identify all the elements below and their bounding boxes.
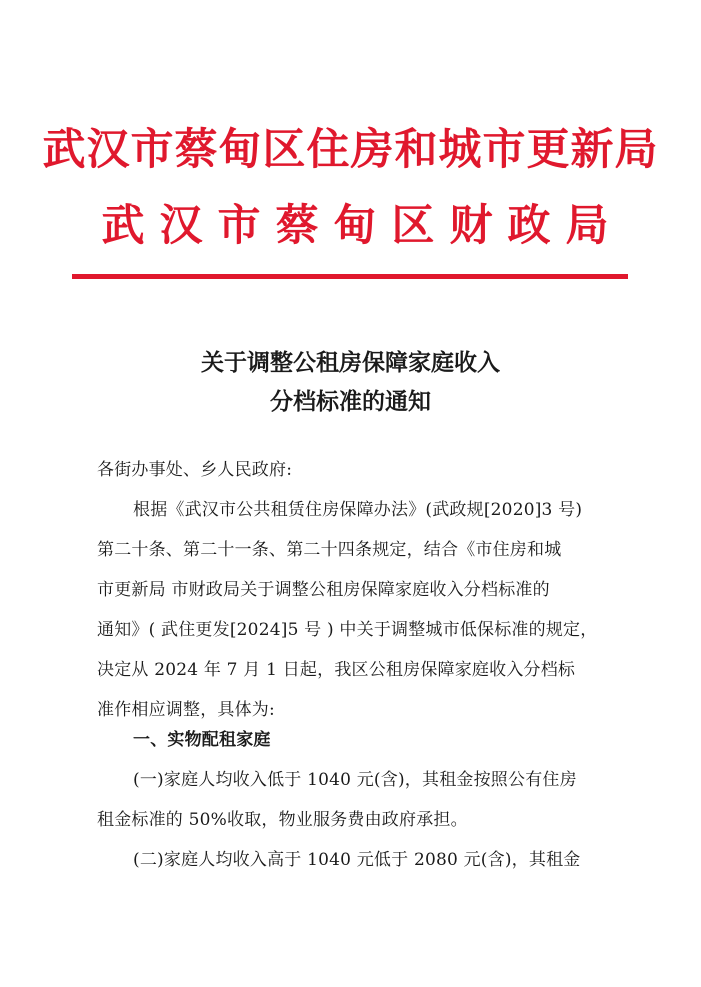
title-line-2: 分档标准的通知 — [270, 388, 431, 415]
paragraph-line: 准作相应调整，具体为: — [97, 700, 275, 720]
paragraph-line: 第二十条、第二十一条、第二十四条规定，结合《市住房和城 — [97, 540, 562, 560]
issuing-agency-housing: 武汉市蔡甸区住房和城市更新局 — [42, 125, 659, 175]
salutation: 各街办事处、乡人民政府: — [97, 460, 293, 480]
paragraph-line: 决定从 2024 年 7 月 1 日起，我区公租房保障家庭收入分档标 — [97, 660, 576, 680]
paragraph-line: 根据《武汉市公共租赁住房保障办法》(武政规[2020]3 号) — [133, 500, 583, 520]
section-heading: 一、实物配租家庭 — [133, 730, 271, 750]
issuing-agency-finance: 武汉市蔡甸区财政局 — [101, 201, 624, 251]
paragraph-line: 通知》( 武住更发[2024]5 号 ) 中关于调整城市低保标准的规定， — [97, 620, 598, 640]
red-header-rule — [72, 274, 628, 279]
paragraph-line: 租金标准的 50%收取，物业服务费由政府承担。 — [97, 810, 468, 830]
paragraph-line: 市更新局 市财政局关于调整公租房保障家庭收入分档标准的 — [97, 580, 550, 600]
title-line-1: 关于调整公租房保障家庭收入 — [201, 349, 500, 376]
paragraph-line: (二)家庭人均收入高于 1040 元低于 2080 元(含)，其租金 — [133, 850, 581, 870]
paragraph-line: (一)家庭人均收入低于 1040 元(含)，其租金按照公有住房 — [133, 770, 577, 790]
